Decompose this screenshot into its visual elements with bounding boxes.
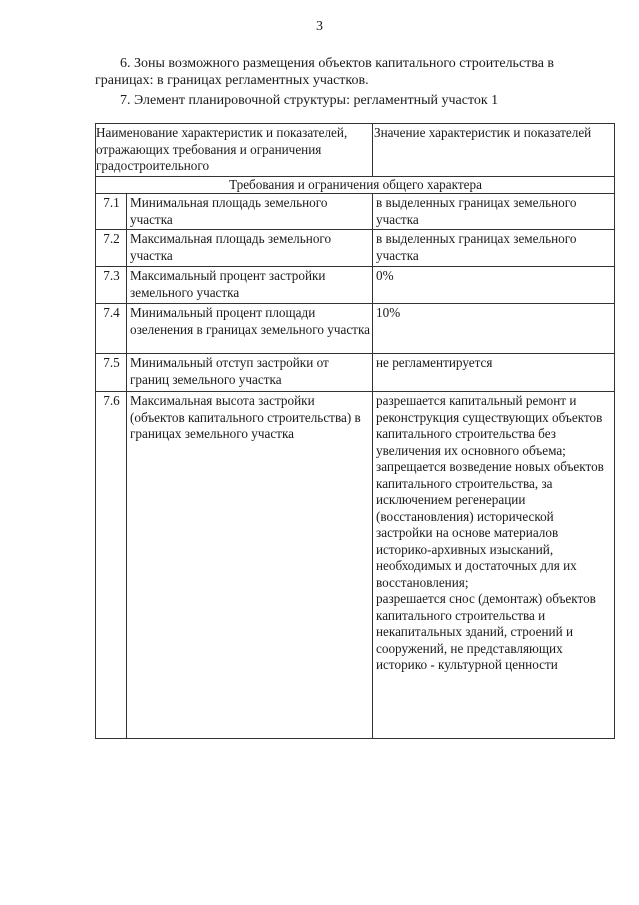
table-row — [96, 354, 615, 392]
value-line: запрещается возведение новых объектов капитального строительства, за исключением регенерации (восстановления) исторической застройки на основе материалов историко-архивных изысканий, необходимых и достаточных для их восстановления; — [376, 459, 604, 590]
row-name: Минимальная площадь земельного участка — [127, 194, 373, 230]
row-value: 0% — [373, 267, 615, 304]
table-row — [96, 194, 615, 230]
row-number: 7.1 — [96, 194, 127, 230]
row-number: 7.6 — [96, 392, 127, 739]
row-value: не регламентируется — [373, 354, 615, 392]
row-number: 7.4 — [96, 304, 127, 354]
table-header-row — [96, 124, 615, 177]
row-value — [373, 392, 615, 739]
row-value: в выделенных границах земельного участка — [373, 230, 615, 267]
paragraph-6: 6. Зоны возможного размещения объектов капитального строительства в границах: в границах регламентных участков. — [95, 56, 555, 88]
row-name: Максимальный процент застройки земельного участка — [127, 267, 373, 304]
header-value-cell: Значение характеристик и показателей — [373, 124, 615, 177]
value-line: разрешается снос (демонтаж) объектов капитального строительства и некапитальных зданий, строений и сооружений, не представляющих историко - культурной ценности — [376, 591, 596, 672]
row-name: Минимальный процент площади озеленения в границах земельного участка — [127, 304, 373, 354]
row-number: 7.2 — [96, 230, 127, 267]
table-row — [96, 392, 615, 739]
table-row — [96, 304, 615, 354]
value-line: разрешается капитальный ремонт и реконструкция существующих объектов капитального строительства без увеличения их основного объема; — [376, 393, 603, 458]
paragraph-7: 7. Элемент планировочной структуры: регламентный участок 1 — [120, 93, 499, 108]
section-title: Требования и ограничения общего характера — [96, 177, 615, 194]
row-number: 7.5 — [96, 354, 127, 392]
section-row — [96, 177, 615, 194]
row-name: Максимальная высота застройки (объектов капитального строительства) в границах земельного участка — [127, 392, 373, 739]
row-value: 10% — [373, 304, 615, 354]
row-value: в выделенных границах земельного участка — [373, 194, 615, 230]
row-name: Максимальная площадь земельного участка — [127, 230, 373, 267]
regulations-table — [95, 123, 615, 739]
page-number: 3 — [316, 19, 323, 34]
table-row — [96, 267, 615, 304]
header-name-cell: Наименование характеристик и показателей, отражающих требования и ограничения градостроительного — [96, 124, 373, 177]
row-number: 7.3 — [96, 267, 127, 304]
row-name: Минимальный отступ застройки от границ земельного участка — [127, 354, 373, 392]
table-row — [96, 230, 615, 267]
